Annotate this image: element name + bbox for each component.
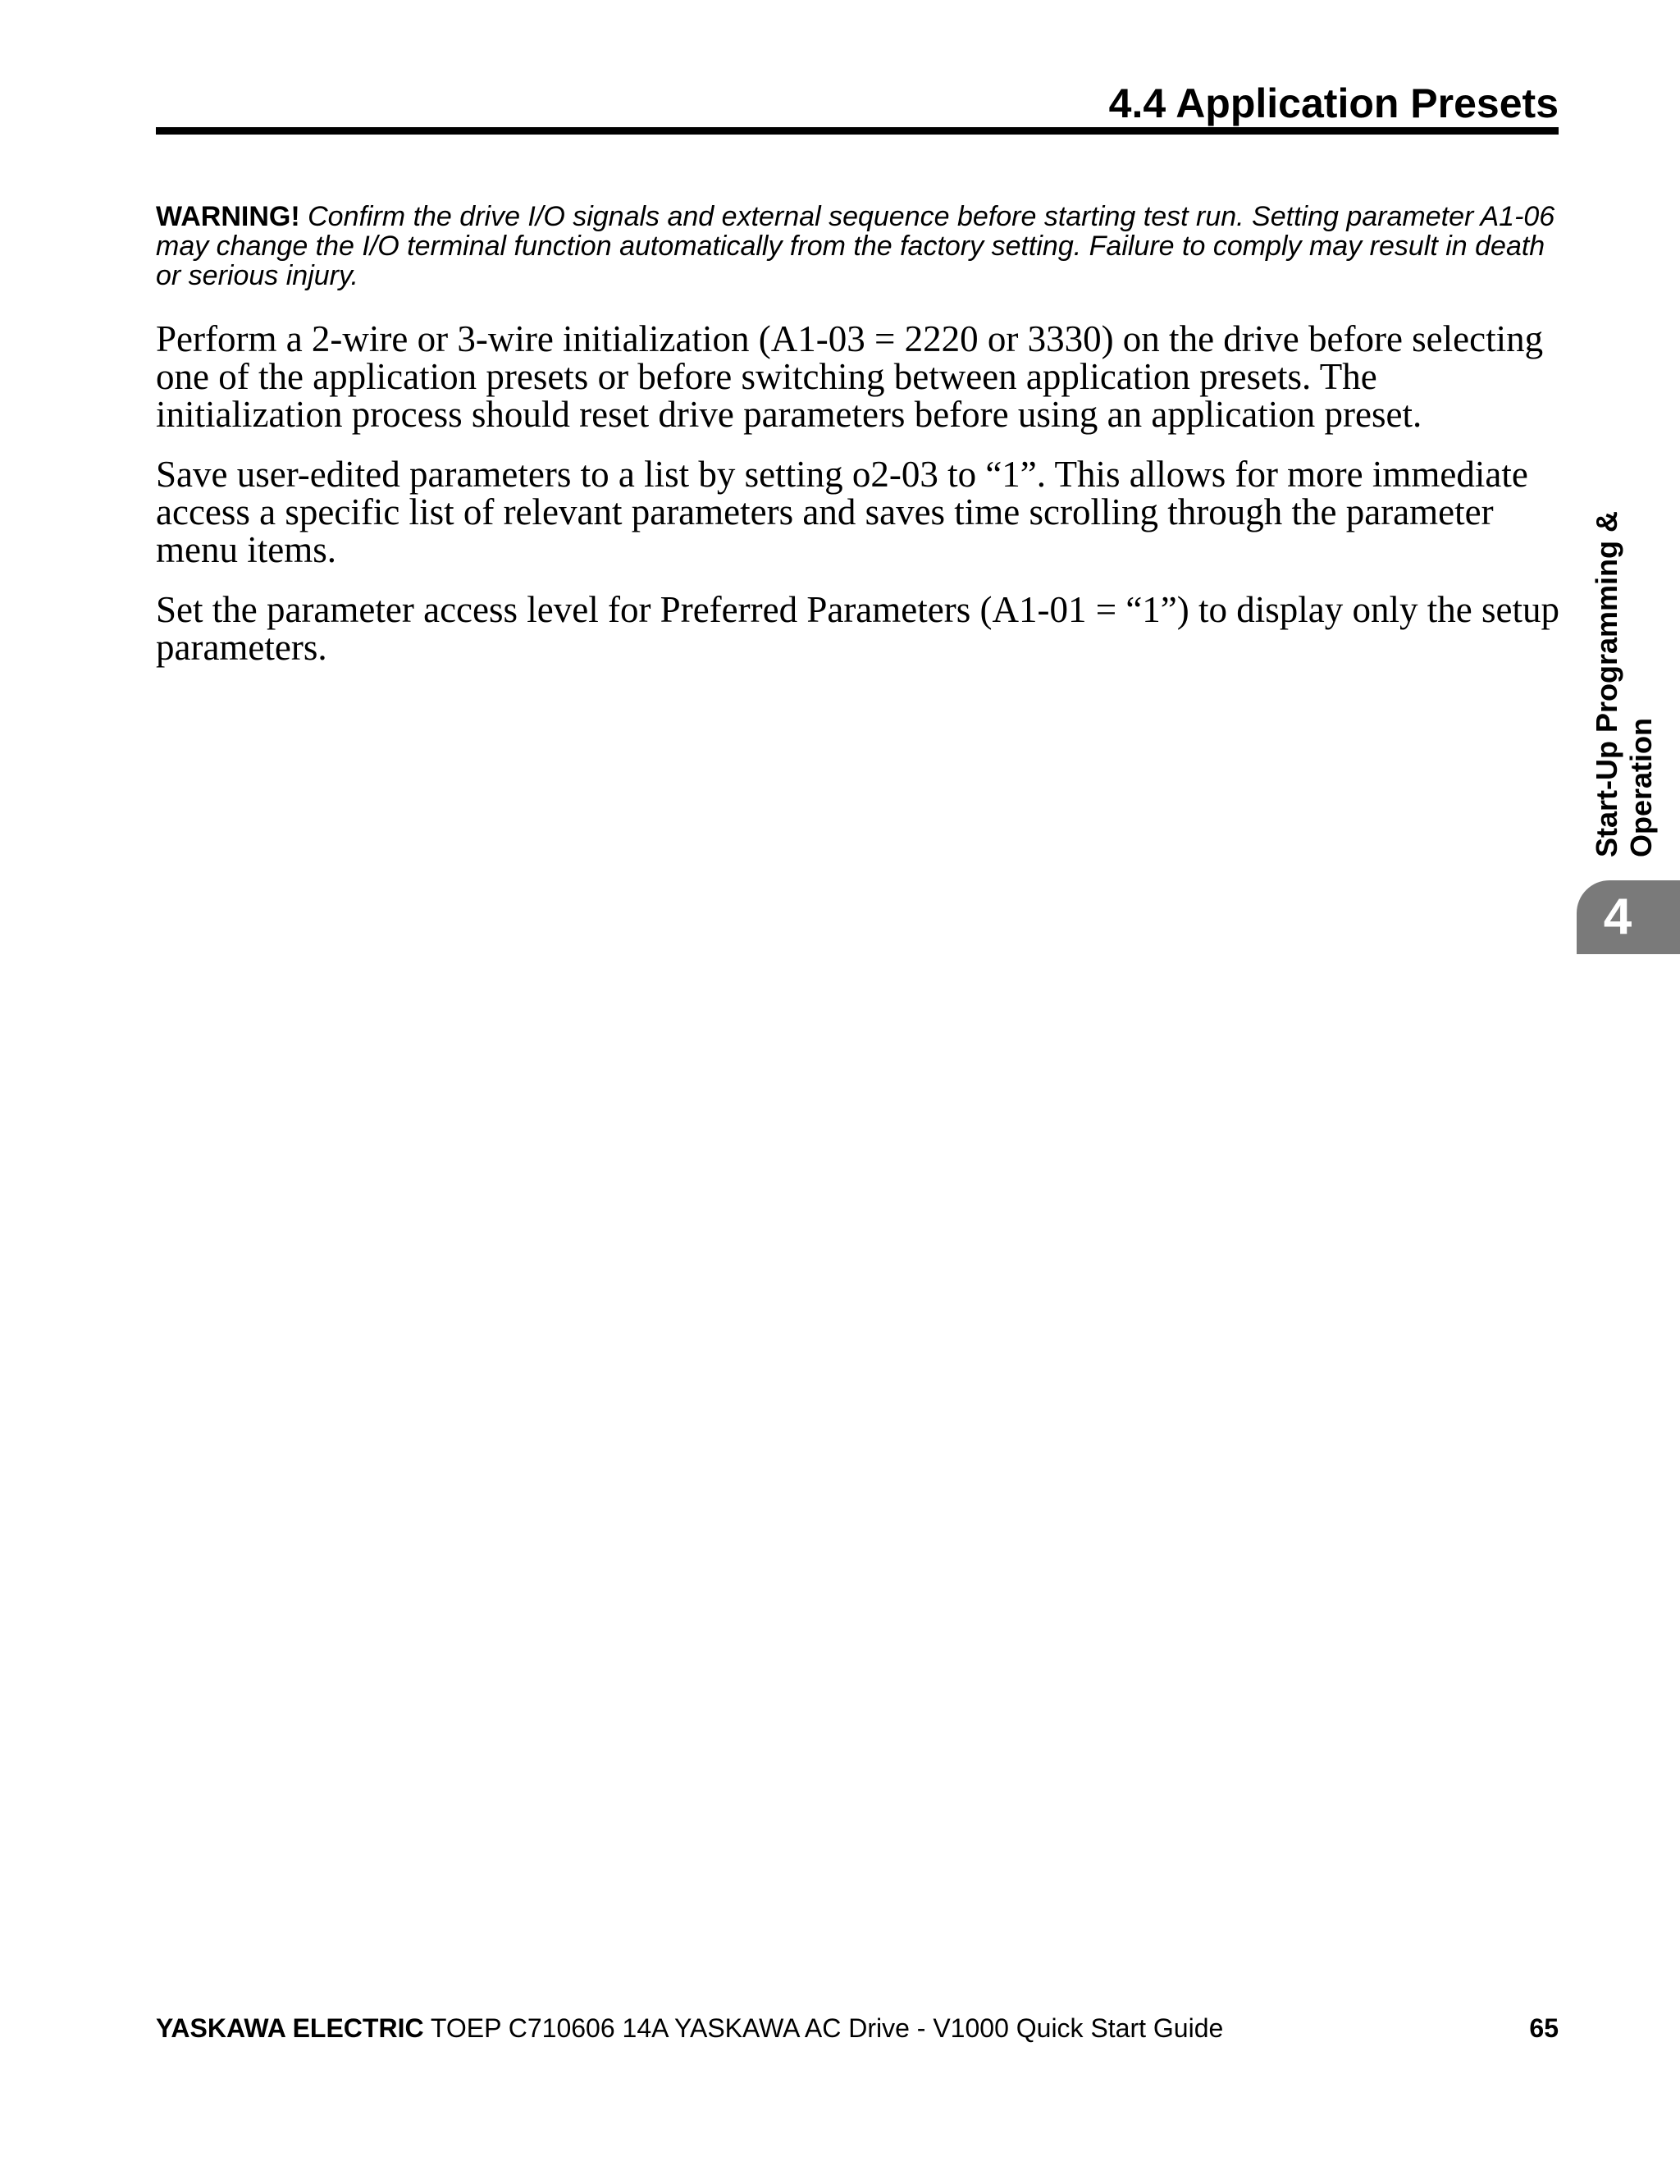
chapter-side-label-line1: Start-Up Programming & [1590, 510, 1623, 857]
warning-text: Confirm the drive I/O signals and external sequence before starting test run. Setting parameter A1-06 may change the I/O terminal function automatically from the factory setting. Failure to comply may result in death or serious injury. [156, 201, 1555, 291]
warning-notice [156, 202, 1567, 290]
footer-document-info [156, 2012, 1223, 2045]
warning-label: WARNING! [156, 201, 300, 232]
header-rule [156, 127, 1559, 135]
page-title: 4.4 Application Presets [1108, 80, 1559, 126]
chapter-number: 4 [1603, 889, 1632, 945]
chapter-side-label [1583, 510, 1665, 857]
paragraph-access-level: Set the parameter access level for Preferred Parameters (A1-01 = “1”) to display only the setup parameters. [156, 589, 1559, 668]
footer-document-title: TOEP C710606 14A YASKAWA AC Drive - V1000 Quick Start Guide [423, 2013, 1224, 2043]
paragraph-initialization: Perform a 2-wire or 3-wire initialization (A1-03 = 2220 or 3330) on the drive before selecting one of the application presets or before switching between application presets. The initialization process should reset drive parameters before using an application preset. [156, 318, 1544, 435]
chapter-tab [1577, 880, 1680, 954]
paragraph-save-parameters: Save user-edited parameters to a list by setting o2-03 to “1”. This allows for more immediate access a specific list of relevant parameters and saves time scrolling through the parameter menu items. [156, 454, 1528, 570]
footer-company: YASKAWA ELECTRIC [156, 2013, 424, 2043]
page-number: 65 [1529, 2013, 1559, 2043]
page-footer [156, 2012, 1559, 2045]
chapter-side-label-line2: Operation [1624, 717, 1658, 857]
